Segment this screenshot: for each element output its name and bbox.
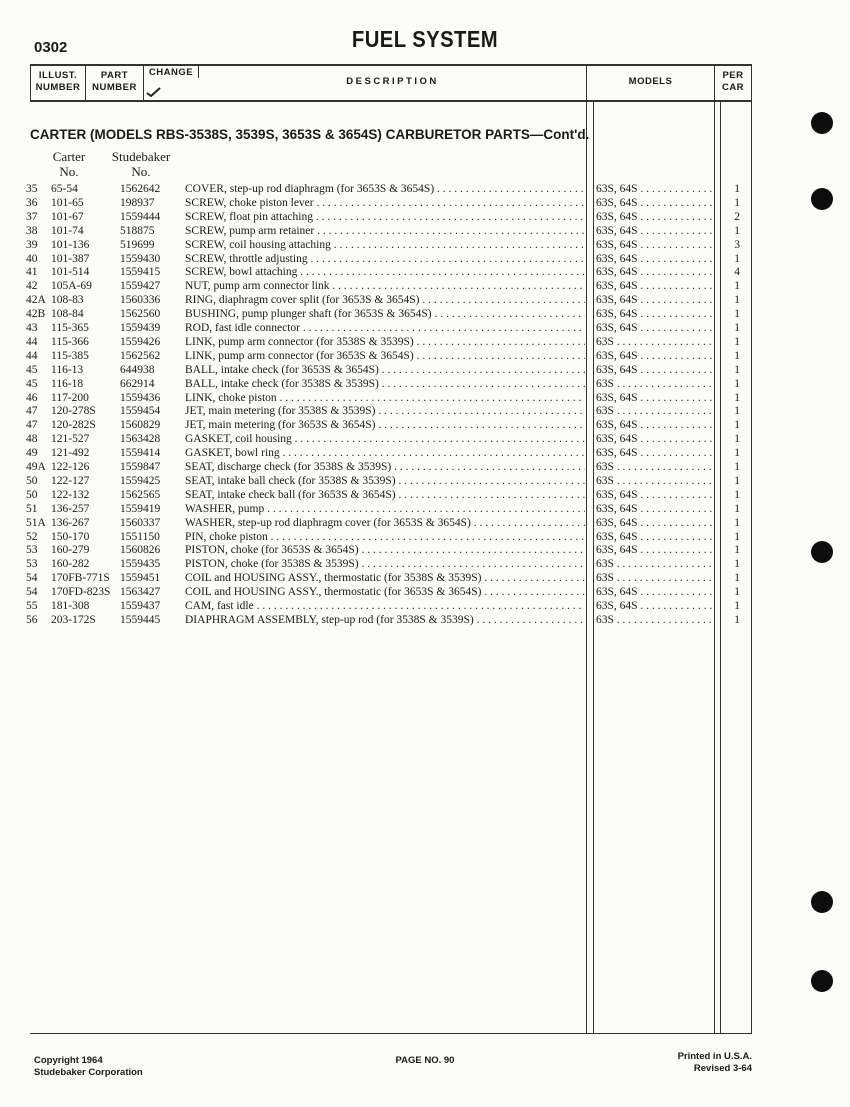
illust-number: 45 xyxy=(26,377,38,390)
models-cell: 63S, 64S . . . xyxy=(596,517,714,529)
studebaker-number: 1559445 xyxy=(120,613,161,626)
models-cell: 63S, 64S . . . xyxy=(596,225,714,237)
illust-number: 56 xyxy=(26,613,38,626)
studebaker-number: 1559425 xyxy=(120,474,161,487)
part-description: COIL and HOUSING ASSY., thermostatic (for 3653S & 3654S) . . . xyxy=(185,586,585,598)
binder-hole xyxy=(811,970,833,992)
illust-number: 37 xyxy=(26,210,38,223)
per-car-cell: 1 xyxy=(734,447,740,460)
studebaker-number: 1559436 xyxy=(120,391,161,404)
section-title: CARTER (MODELS RBS-3538S, 3539S, 3653S & 3654S) CARBURETOR PARTS—Cont'd. xyxy=(30,127,590,142)
per-car-cell: 1 xyxy=(734,530,740,543)
studebaker-number: 1559415 xyxy=(120,266,161,279)
binder-hole xyxy=(811,541,833,563)
carter-number: 170FB-771S xyxy=(51,572,110,585)
table-row xyxy=(0,183,850,197)
carter-number: 115-366 xyxy=(51,335,89,348)
studebaker-number: 1559426 xyxy=(120,335,161,348)
table-row xyxy=(0,461,850,475)
illust-number: 35 xyxy=(26,183,38,195)
table-row xyxy=(0,419,850,433)
models-cell: 63S, 64S . . . xyxy=(596,239,714,251)
models-cell: 63S, 64S . . . xyxy=(596,433,714,445)
models-cell: 63S, 64S . . . xyxy=(596,266,714,278)
illust-number: 44 xyxy=(26,349,38,362)
illust-number: 46 xyxy=(26,391,38,404)
studebaker-number: 1559444 xyxy=(120,210,161,223)
footer-printed: Printed in U.S.A. Revised 3-64 xyxy=(677,1051,752,1074)
illust-number: 53 xyxy=(26,558,38,571)
table-row xyxy=(0,225,850,239)
per-car-cell: 1 xyxy=(734,280,740,293)
part-description: JET, main metering (for 3653S & 3654S) . . . xyxy=(185,419,585,431)
studebaker-number: 1562642 xyxy=(120,183,161,195)
models-cell: 63S, 64S . . . xyxy=(596,586,714,598)
models-cell: 63S . . . xyxy=(596,336,714,348)
carter-number: 170FD-823S xyxy=(51,586,111,599)
models-cell: 63S, 64S . . . xyxy=(596,503,714,515)
part-description: JET, main metering (for 3538S & 3539S) . . . xyxy=(185,405,585,417)
carter-number: 116-13 xyxy=(51,363,84,376)
table-row xyxy=(0,586,850,600)
models-cell: 63S, 64S . . . xyxy=(596,211,714,223)
carter-number: 121-527 xyxy=(51,433,90,446)
per-car-cell: 1 xyxy=(734,502,740,515)
carter-number: 122-132 xyxy=(51,488,90,501)
illust-number: 39 xyxy=(26,238,38,251)
illust-number: 43 xyxy=(26,322,38,334)
carter-number: 101-387 xyxy=(51,252,90,265)
per-car-cell: 1 xyxy=(734,224,740,237)
part-description: PISTON, choke (for 3653S & 3654S) . . . xyxy=(185,544,585,556)
per-car-cell: 1 xyxy=(734,294,740,307)
carter-number: 115-365 xyxy=(51,322,89,334)
part-description: GASKET, bowl ring . . . xyxy=(185,447,585,459)
models-cell: 63S, 64S . . . xyxy=(596,350,714,362)
carter-number: 160-282 xyxy=(51,558,90,571)
models-cell: 63S, 64S . . . xyxy=(596,322,714,334)
carter-number: 120-282S xyxy=(51,419,96,432)
per-car-cell: 1 xyxy=(734,322,740,334)
part-description: PIN, choke piston . . . xyxy=(185,531,585,543)
studebaker-number: 1562562 xyxy=(120,349,161,362)
per-car-cell: 1 xyxy=(734,544,740,557)
carter-number: 136-257 xyxy=(51,502,90,515)
part-description: DIAPHRAGM ASSEMBLY, step-up rod (for 3538S & 3539S) . . . xyxy=(185,614,585,626)
illust-number: 49 xyxy=(26,447,38,460)
carter-number: 105A-69 xyxy=(51,280,92,293)
studebaker-number: 1560826 xyxy=(120,544,161,557)
studebaker-number: 1559430 xyxy=(120,252,161,265)
carter-number: 160-279 xyxy=(51,544,90,557)
table-row xyxy=(0,572,850,586)
models-cell: 63S, 64S . . . xyxy=(596,531,714,543)
carter-number: 101-514 xyxy=(51,266,90,279)
table-row xyxy=(0,322,850,336)
studebaker-number: 1562560 xyxy=(120,308,161,321)
per-car-cell: 1 xyxy=(734,405,740,418)
illust-number: 54 xyxy=(26,572,38,585)
part-description: SCREW, pump arm retainer . . . xyxy=(185,225,585,237)
illust-number: 53 xyxy=(26,544,38,557)
studebaker-number: 1559427 xyxy=(120,280,161,293)
models-cell: 63S . . . xyxy=(596,558,714,570)
studebaker-number: 1560829 xyxy=(120,419,161,432)
studebaker-number: 1559451 xyxy=(120,572,161,585)
per-car-cell: 1 xyxy=(734,196,740,209)
table-row xyxy=(0,475,850,489)
part-description: BUSHING, pump plunger shaft (for 3653S & 3654S) . . . xyxy=(185,308,585,320)
binder-hole xyxy=(811,188,833,210)
illust-number-heading: ILLUST. NUMBER xyxy=(35,70,81,93)
carter-no-heading: Carter No. xyxy=(52,149,86,179)
part-description: LINK, pump arm connector (for 3653S & 3654S) . . . xyxy=(185,350,585,362)
carter-number: 101-74 xyxy=(51,224,84,237)
table-row xyxy=(0,378,850,392)
part-description: ROD, fast idle connector . . . xyxy=(185,322,585,334)
illust-number: 50 xyxy=(26,474,38,487)
footer-copyright: Copyright 1964 Studebaker Corporation xyxy=(34,1055,143,1078)
studebaker-number: 1559847 xyxy=(120,461,161,473)
models-cell: 63S, 64S . . . xyxy=(596,280,714,292)
per-car-cell: 1 xyxy=(734,433,740,446)
per-car-cell: 1 xyxy=(734,474,740,487)
studebaker-number: 644938 xyxy=(120,363,155,376)
table-row xyxy=(0,531,850,545)
part-description: PISTON, choke (for 3538S & 3539S) . . . xyxy=(185,558,585,570)
models-heading: MODELS xyxy=(628,76,673,87)
part-number-heading: PART NUMBER xyxy=(92,70,137,93)
per-car-cell: 1 xyxy=(734,308,740,321)
part-description: BALL, intake check (for 3538S & 3539S) . . . xyxy=(185,378,585,390)
studebaker-number: 1563428 xyxy=(120,433,161,446)
models-cell: 63S, 64S . . . xyxy=(596,308,714,320)
models-cell: 63S . . . xyxy=(596,378,714,390)
studebaker-number: 1559419 xyxy=(120,502,161,515)
per-car-cell: 1 xyxy=(734,252,740,265)
header-top-rule xyxy=(30,64,752,66)
illust-number: 38 xyxy=(26,224,38,237)
illust-number: 55 xyxy=(26,600,38,612)
illust-number: 36 xyxy=(26,196,38,209)
table-row xyxy=(0,614,850,628)
per-car-cell: 3 xyxy=(734,238,740,251)
part-description: SCREW, throttle adjusting . . . xyxy=(185,253,585,265)
carter-number: 122-126 xyxy=(51,461,90,473)
bottom-rule xyxy=(30,1033,752,1034)
table-row xyxy=(0,308,850,322)
table-row xyxy=(0,336,850,350)
per-car-cell: 1 xyxy=(734,461,740,473)
illust-number: 42 xyxy=(26,280,38,293)
part-description: CAM, fast idle . . . xyxy=(185,600,585,612)
illust-number: 40 xyxy=(26,252,38,265)
illust-number: 47 xyxy=(26,405,38,418)
per-car-cell: 1 xyxy=(734,488,740,501)
per-car-cell: 1 xyxy=(734,600,740,612)
studebaker-number: 1560336 xyxy=(120,294,161,307)
part-description: WASHER, step-up rod diaphragm cover (for 3653S & 3654S) . . . xyxy=(185,517,585,529)
change-heading: CHANGE xyxy=(148,67,194,78)
table-row xyxy=(0,266,850,280)
models-cell: 63S, 64S . . . xyxy=(596,447,714,459)
part-description: BALL, intake check (for 3653S & 3654S) . . . xyxy=(185,364,585,376)
illust-number: 48 xyxy=(26,433,38,446)
table-row xyxy=(0,239,850,253)
header-right-rule xyxy=(751,64,752,102)
carter-number: 121-492 xyxy=(51,447,90,460)
studebaker-number: 1563427 xyxy=(120,586,161,599)
table-row xyxy=(0,600,850,614)
part-description: SCREW, float pin attaching . . . xyxy=(185,211,585,223)
models-cell: 63S, 64S . . . xyxy=(596,197,714,209)
carter-number: 181-308 xyxy=(51,600,90,612)
part-description: RING, diaphragm cover split (for 3653S & 3654S) . . . xyxy=(185,294,585,306)
binder-hole xyxy=(811,891,833,913)
illust-number: 49A xyxy=(26,461,46,473)
carter-number: 136-267 xyxy=(51,516,90,529)
illust-number: 42A xyxy=(26,294,46,307)
models-cell: 63S, 64S . . . xyxy=(596,392,714,404)
studebaker-number: 1559439 xyxy=(120,322,161,334)
footer-page-number: PAGE NO. 90 xyxy=(395,1055,455,1066)
page-code: 0302 xyxy=(34,39,68,56)
per-car-cell: 4 xyxy=(734,266,740,279)
illust-number: 51 xyxy=(26,502,38,515)
table-row xyxy=(0,253,850,267)
illust-number: 44 xyxy=(26,335,38,348)
carter-number: 120-278S xyxy=(51,405,96,418)
carter-number: 108-84 xyxy=(51,308,84,321)
illust-number: 47 xyxy=(26,419,38,432)
table-row xyxy=(0,294,850,308)
table-row xyxy=(0,517,850,531)
per-car-cell: 1 xyxy=(734,183,740,195)
table-row xyxy=(0,211,850,225)
per-car-cell: 1 xyxy=(734,363,740,376)
per-car-cell: 1 xyxy=(734,349,740,362)
part-description: SCREW, bowl attaching . . . xyxy=(185,266,585,278)
carter-number: 117-200 xyxy=(51,391,89,404)
per-car-cell: 1 xyxy=(734,572,740,585)
table-row xyxy=(0,364,850,378)
models-cell: 63S, 64S . . . xyxy=(596,183,714,195)
table-row xyxy=(0,350,850,364)
part-description: LINK, choke piston . . . xyxy=(185,392,585,404)
per-car-cell: 2 xyxy=(734,210,740,223)
part-description: NUT, pump arm connector link . . . xyxy=(185,280,585,292)
per-car-cell: 1 xyxy=(734,419,740,432)
table-row xyxy=(0,544,850,558)
per-car-cell: 1 xyxy=(734,558,740,571)
per-car-cell: 1 xyxy=(734,586,740,599)
carter-number: 65-54 xyxy=(51,183,78,195)
per-car-cell: 1 xyxy=(734,391,740,404)
part-description: COVER, step-up rod diaphragm (for 3653S & 3654S) . . . xyxy=(185,183,585,195)
part-description: SCREW, coil housing attaching . . . xyxy=(185,239,585,251)
studebaker-number: 1559414 xyxy=(120,447,161,460)
models-cell: 63S . . . xyxy=(596,405,714,417)
studebaker-number: 519699 xyxy=(120,238,155,251)
models-cell: 63S, 64S . . . xyxy=(596,294,714,306)
per-car-cell: 1 xyxy=(734,377,740,390)
carter-number: 115-385 xyxy=(51,349,89,362)
binder-hole xyxy=(811,112,833,134)
studebaker-no-heading: Studebaker No. xyxy=(111,149,171,179)
studebaker-number: 1559454 xyxy=(120,405,161,418)
models-cell: 63S, 64S . . . xyxy=(596,364,714,376)
table-row xyxy=(0,433,850,447)
models-cell: 63S, 64S . . . xyxy=(596,419,714,431)
table-row xyxy=(0,503,850,517)
illust-number: 54 xyxy=(26,586,38,599)
illust-number: 42B xyxy=(26,308,46,321)
illust-number: 45 xyxy=(26,363,38,376)
per-car-heading: PER CAR xyxy=(721,70,745,93)
table-row xyxy=(0,447,850,461)
check-mark-icon xyxy=(146,86,162,98)
header-bottom-rule xyxy=(30,100,752,102)
table-row xyxy=(0,280,850,294)
illust-number: 50 xyxy=(26,488,38,501)
models-cell: 63S, 64S . . . xyxy=(596,544,714,556)
description-heading: DESCRIPTION xyxy=(346,76,439,87)
carter-number: 116-18 xyxy=(51,377,84,390)
models-cell: 63S . . . xyxy=(596,461,714,473)
carter-number: 101-65 xyxy=(51,196,84,209)
studebaker-number: 1559437 xyxy=(120,600,161,612)
studebaker-number: 1562565 xyxy=(120,488,161,501)
carter-number: 122-127 xyxy=(51,474,90,487)
part-description: GASKET, coil housing . . . xyxy=(185,433,585,445)
part-description: COIL and HOUSING ASSY., thermostatic (for 3538S & 3539S) . . . xyxy=(185,572,585,584)
per-car-cell: 1 xyxy=(734,335,740,348)
illust-number: 52 xyxy=(26,530,38,543)
carter-number: 150-170 xyxy=(51,530,90,543)
models-cell: 63S . . . xyxy=(596,572,714,584)
illust-number: 51A xyxy=(26,516,46,529)
table-row xyxy=(0,489,850,503)
table-row xyxy=(0,197,850,211)
studebaker-number: 662914 xyxy=(120,377,155,390)
models-cell: 63S, 64S . . . xyxy=(596,253,714,265)
part-description: LINK, pump arm connector (for 3538S & 3539S) . . . xyxy=(185,336,585,348)
models-cell: 63S . . . xyxy=(596,614,714,626)
models-cell: 63S . . . xyxy=(596,475,714,487)
part-description: SEAT, intake check ball (for 3653S & 3654S) . . . xyxy=(185,489,585,501)
illust-number: 41 xyxy=(26,266,38,279)
carter-number: 203-172S xyxy=(51,613,96,626)
part-description: WASHER, pump . . . xyxy=(185,503,585,515)
table-row xyxy=(0,392,850,406)
studebaker-number: 518875 xyxy=(120,224,155,237)
part-description: SEAT, intake ball check (for 3538S & 3539S) . . . xyxy=(185,475,585,487)
models-cell: 63S, 64S . . . xyxy=(596,489,714,501)
studebaker-number: 1560337 xyxy=(120,516,161,529)
carter-number: 108-83 xyxy=(51,294,84,307)
studebaker-number: 1551150 xyxy=(120,530,160,543)
carter-number: 101-136 xyxy=(51,238,90,251)
table-row xyxy=(0,405,850,419)
per-car-cell: 1 xyxy=(734,613,740,626)
studebaker-number: 198937 xyxy=(120,196,155,209)
table-row xyxy=(0,558,850,572)
per-car-cell: 1 xyxy=(734,516,740,529)
part-description: SCREW, choke piston lever . . . xyxy=(185,197,585,209)
carter-number: 101-67 xyxy=(51,210,84,223)
studebaker-number: 1559435 xyxy=(120,558,161,571)
page-title: FUEL SYSTEM xyxy=(351,26,499,52)
models-cell: 63S, 64S . . . xyxy=(596,600,714,612)
part-description: SEAT, discharge check (for 3538S & 3539S) . . . xyxy=(185,461,585,473)
